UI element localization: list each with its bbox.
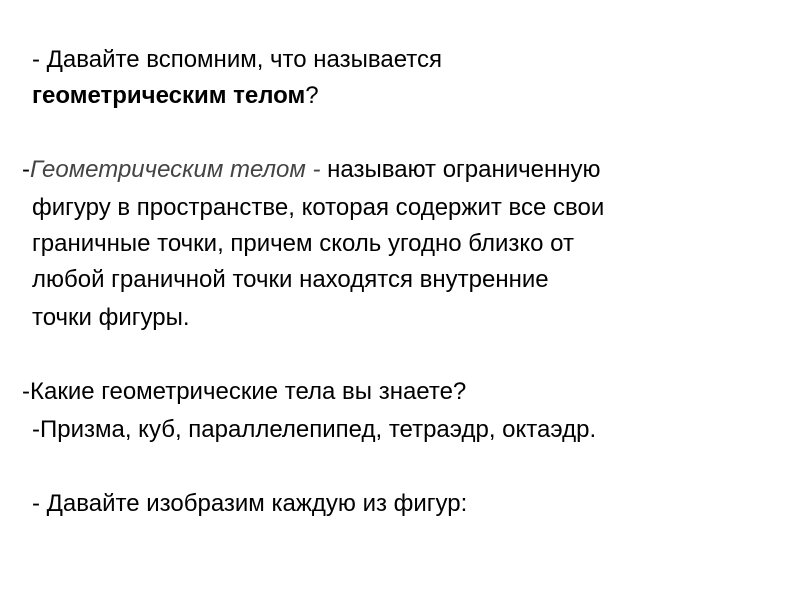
definition-dash: - (22, 156, 30, 183)
intro-line-1: - Давайте вспомним, что называется (32, 46, 442, 73)
definition-line-4: любой граничной точки находятся внутренние (32, 266, 549, 293)
definition-line-2: фигуру в пространстве, которая содержит все свои (32, 194, 605, 221)
task-line: - Давайте изобразим каждую из фигур: (32, 490, 468, 517)
intro-line-2 (32, 78, 319, 114)
intro-question-mark: ? (305, 82, 319, 109)
definition-term: Геометрическим телом - (30, 156, 328, 183)
definition-line-1 (22, 152, 601, 188)
definition-line-1-rest: называют ограниченную (327, 156, 601, 183)
question-line: -Какие геометрические тела вы знаете? (22, 378, 467, 405)
answer-line: -Призма, куб, параллелепипед, тетраэдр, октаэдр. (32, 416, 597, 443)
intro-bold-term: геометрическим телом (32, 82, 306, 109)
definition-line-5: точки фигуры. (32, 304, 190, 331)
definition-line-3: граничные точки, причем сколь угодно близко от (32, 230, 574, 257)
